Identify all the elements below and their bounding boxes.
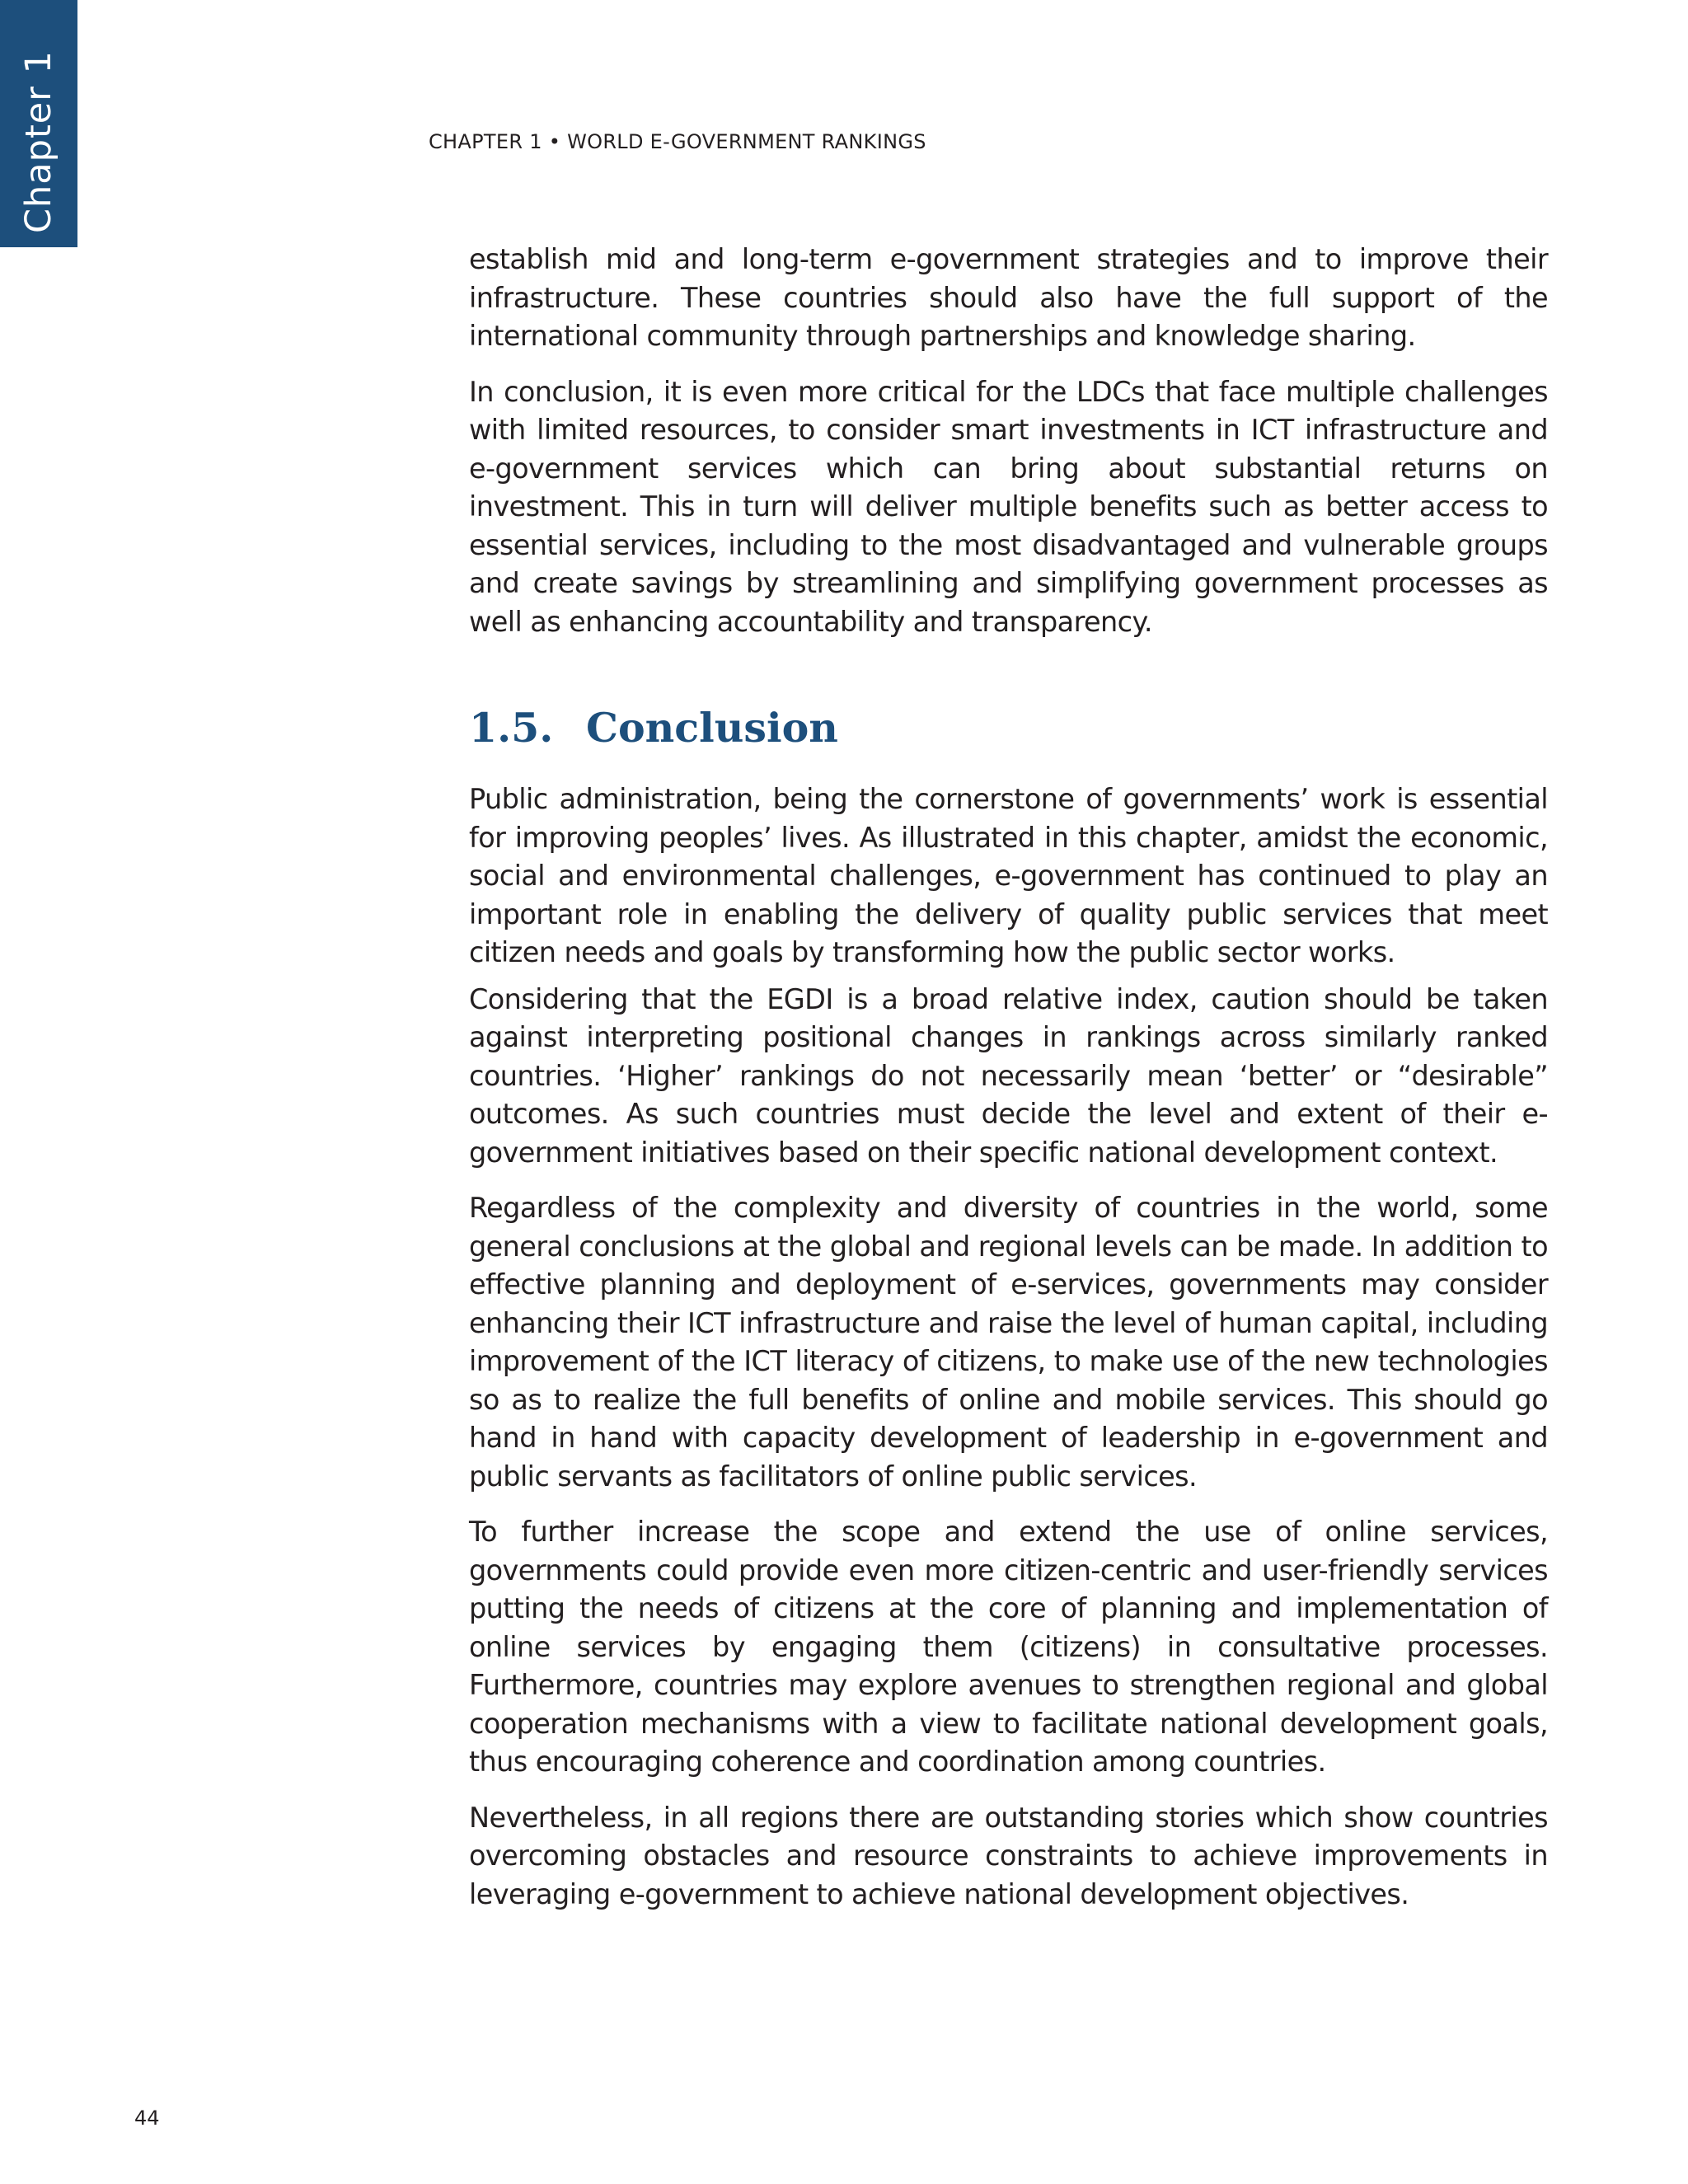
running-header: CHAPTER 1 • WORLD E-GOVERNMENT RANKINGS <box>429 130 926 153</box>
body-paragraph: In conclusion, it is even more critical for the LDCs that face multiple challenges with limited resources, to consider smart investments in ICT infrastructure and e-government services which can bring about substantial returns on investment. This in turn will deliver multiple benefits such as better access to essential services, including to the most disadvantaged and vulnerable groups and create savings by streamlining and simplifying government processes as well as enhancing accountability and transparency. <box>469 375 1548 638</box>
section-number: 1.5. <box>469 704 554 752</box>
page-content <box>469 241 1548 1931</box>
body-paragraph: establish mid and long-term e-government strategies and to improve their infrastructure. These countries should also have the full support of the international community through partnerships and knowledge sharing. <box>469 243 1548 352</box>
chapter-tab <box>0 0 77 247</box>
body-paragraph: To further increase the scope and extend the use of online services, governments could provide even more citizen-centric and user-friendly services putting the needs of citizens at the core of planning and implementation of online services by engaging them (citizens) in consultative processes. Furthermore, countries may explore avenues to strengthen regional and global cooperation mechanisms with a view to facilitate national development goals, thus encouraging coherence and coordination among countries. <box>469 1516 1548 1778</box>
section-heading <box>469 703 1548 752</box>
page-number: 44 <box>134 2107 160 2130</box>
body-paragraph: Public administration, being the cornerstone of governments’ work is essential for improving peoples’ lives. As illustrated in this chapter, amidst the economic, social and environmental challenges, e-government has continued to play an important role in enabling the delivery of quality public services that meet citizen needs and goals by transforming how the public sector works. <box>469 783 1548 968</box>
body-paragraph: Regardless of the complexity and diversity of countries in the world, some general conclusions at the global and regional levels can be made. In addition to effective planning and deployment of e-services, governments may consider enhancing their ICT infrastructure and raise the level of human capital, including improvement of the ICT literacy of citizens, to make use of the new technologies so as to realize the full benefits of online and mobile services. This should go hand in hand with capacity development of leadership in e-government and public servants as facilitators of online public services. <box>469 1192 1548 1493</box>
body-paragraph: Nevertheless, in all regions there are outstanding stories which show countries overcoming obstacles and resource constraints to achieve improvements in leveraging e-government to achieve national development objectives. <box>469 1801 1548 1910</box>
section-title: Conclusion <box>586 704 838 752</box>
chapter-tab-label: Chapter 1 <box>18 50 59 233</box>
body-paragraph: Considering that the EGDI is a broad relative index, caution should be taken against interpreting positional changes in rankings across similarly ranked countries. ‘Higher’ rankings do not necessarily mean ‘better’ or “desirable” outcomes. As such countries must decide the level and extent of their e- government initiatives based on their specific national development context. <box>469 982 1548 1169</box>
